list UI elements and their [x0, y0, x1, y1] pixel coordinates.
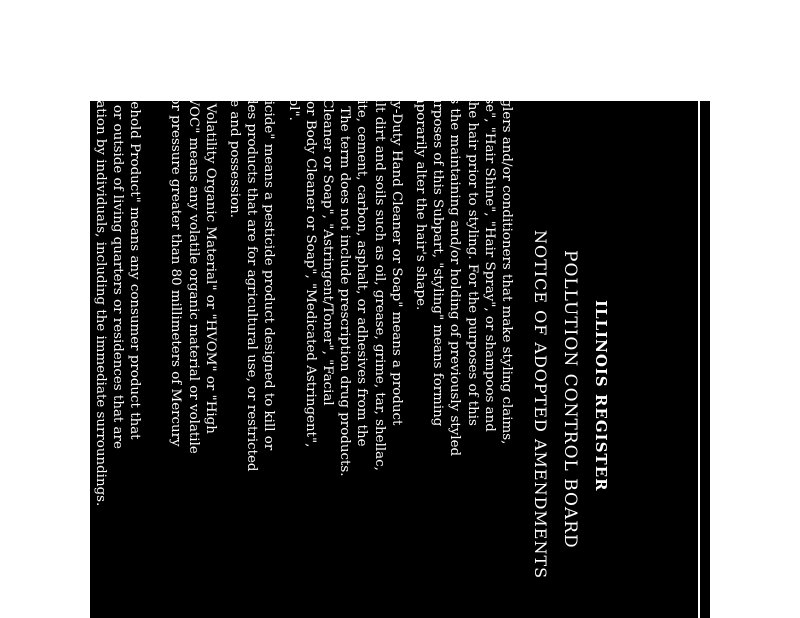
- text-line: means the maintaining and/or holding of previously styled: [447, 60, 463, 457]
- text-line: sales data for Illinois is not available, sales may be estimated: [0, 60, 15, 476]
- text-line: graphite, cement, carbon, asphalt, or adhesives from the: [354, 60, 370, 447]
- text-line: detanglers and/or conditioners that make styling claims,: [499, 60, 514, 445]
- definition-paragraph: [0, 60, 84, 618]
- text-line: excludes products that are for agricultural use, or restricted: [244, 60, 260, 472]
- definition-paragraph: [91, 60, 143, 618]
- text-line: Mousse", "Hair Shine", "Hair Spray", or shampoos and: [481, 60, 497, 432]
- text-line: "High Volatility Organic Material" or "HVOM" or "High: [202, 60, 218, 434]
- text-line: inside or outside of living quarters or residences that are: [109, 60, 125, 449]
- text-line: difficult dirt and soils such as oil, grease, grime, tar, shellac,: [371, 60, 387, 471]
- definition-paragraph: [412, 60, 515, 618]
- text-line: to temporarily alter the hair's shape.: [412, 60, 428, 311]
- text-line: the purposes of this Subpart, "styling" means forming: [430, 60, 446, 427]
- definition-paragraph: [284, 60, 404, 618]
- text-line: registration is due or, if that data is not available, any: [33, 60, 49, 426]
- notice-title: NOTICE OF ADOPTED AMENDMENTS: [531, 230, 550, 580]
- text-line: "Household Product" means any consumer product that: [126, 60, 142, 440]
- text-line: commencing no earlier than two years prior to the due date.: [16, 60, 32, 472]
- text-line: Alcohol".: [285, 60, 301, 121]
- page-edge-strip: [700, 101, 710, 618]
- text-line: "Illinois Sales" means the sales (net pounds of product: [68, 60, 84, 432]
- running-head: ILLINOIS REGISTER: [592, 300, 610, 492]
- text-line: year) in Illinois for either the calendar year immediately: [51, 60, 67, 443]
- board-title: POLLUTION CONTROL BOARD: [560, 250, 580, 549]
- text-line: for use and possession.: [226, 60, 242, 219]
- text-line: "Heavy-Duty Hand Cleaner or Soap" means a product: [388, 60, 404, 426]
- text-line: "Herbicide" means a pesticide product designed to kill or: [261, 60, 277, 451]
- text-line: water. The term does not include prescription drug products.: [337, 60, 353, 477]
- text-line: or "HVOC" means any volatile organic material or volatile: [185, 60, 201, 454]
- text-line: 20°C.: [151, 60, 167, 98]
- definition-paragraph: [150, 60, 219, 618]
- text-line: a vapor pressure greater than 80 millimeters of Mercury: [168, 60, 184, 447]
- text-line: Body Cleaner or Soap", "Astringent/Toner", "Facial: [319, 60, 335, 406]
- text-line: Hand or Body Cleaner or Soap", "Medicated Astringent",: [302, 60, 318, 448]
- document-body: [0, 60, 515, 618]
- text-line: occupation by individuals, including the immediate surroundings.: [92, 60, 108, 507]
- text-line: from the hair prior to styling. For the purposes of this: [464, 60, 480, 426]
- definition-paragraph: [226, 60, 278, 618]
